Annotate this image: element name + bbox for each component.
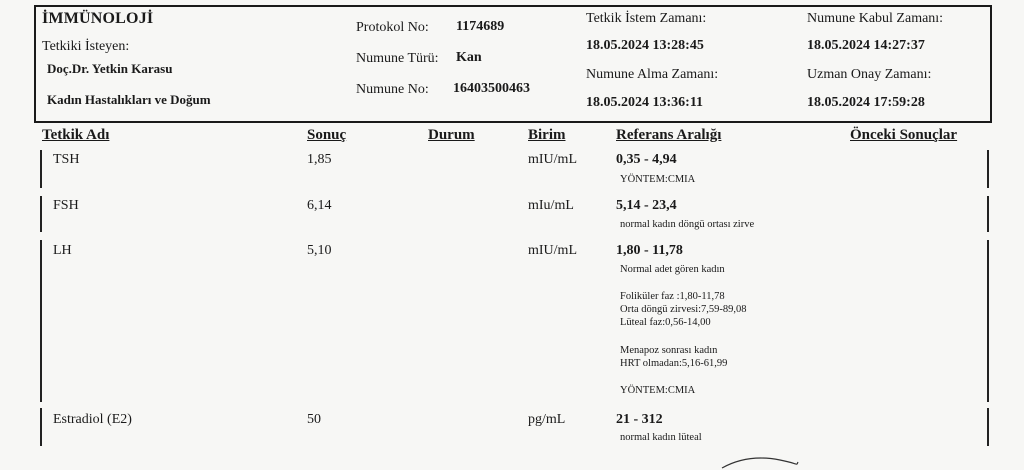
frame-right-border xyxy=(990,5,992,123)
requester-name: Doç.Dr. Yetkin Karasu xyxy=(47,61,173,76)
column-header-unit: Birim xyxy=(528,127,566,143)
row-right-rule xyxy=(987,150,989,188)
header-divider xyxy=(34,121,992,123)
signature-stroke xyxy=(720,452,800,470)
row-unit: mIU/mL xyxy=(528,243,577,258)
row-unit: mIu/mL xyxy=(528,198,574,213)
sample-type-label: Numune Türü: xyxy=(356,51,439,66)
row-right-rule xyxy=(987,240,989,402)
row-left-rule xyxy=(40,240,42,402)
row-result: 5,10 xyxy=(307,243,332,258)
row-note: YÖNTEM:CMIA xyxy=(620,385,696,396)
protocol-value: 1174689 xyxy=(456,19,505,34)
column-header-result: Sonuç xyxy=(307,127,347,143)
frame-left-border xyxy=(34,5,36,123)
row-note: YÖNTEM:CMIA xyxy=(620,174,696,185)
sample-no-value: 16403500463 xyxy=(453,81,530,96)
sample-no-label: Numune No: xyxy=(356,82,429,97)
column-header-previous: Önceki Sonuçlar xyxy=(850,127,958,143)
acceptance-time-value: 18.05.2024 14:27:37 xyxy=(807,38,925,53)
collection-time-value: 18.05.2024 13:36:11 xyxy=(586,95,704,110)
row-reference: 1,80 - 11,78 xyxy=(616,243,683,258)
frame-top-border xyxy=(34,5,992,7)
requester-label: Tetkiki İsteyen: xyxy=(42,39,130,54)
row-note: Menapoz sonrası kadın xyxy=(620,345,718,356)
row-test-name: LH xyxy=(53,243,72,258)
collection-time-label: Numune Alma Zamanı: xyxy=(586,67,719,82)
row-result: 50 xyxy=(307,412,321,427)
row-note: HRT olmadan:5,16-61,99 xyxy=(620,358,728,369)
row-result: 6,14 xyxy=(307,198,332,213)
row-test-name: TSH xyxy=(53,152,80,167)
approval-time-value: 18.05.2024 17:59:28 xyxy=(807,95,925,110)
column-header-reference: Referans Aralığı xyxy=(616,127,722,143)
requester-unit: Kadın Hastalıkları ve Doğum xyxy=(47,92,211,107)
row-right-rule xyxy=(987,408,989,446)
column-header-status: Durum xyxy=(428,127,475,143)
row-reference: 0,35 - 4,94 xyxy=(616,152,677,167)
approval-time-label: Uzman Onay Zamanı: xyxy=(807,67,932,82)
row-note: Foliküler faz :1,80-11,78 xyxy=(620,291,725,302)
row-reference: 5,14 - 23,4 xyxy=(616,198,677,213)
acceptance-time-label: Numune Kabul Zamanı: xyxy=(807,11,944,26)
row-right-rule xyxy=(987,196,989,232)
row-note: Normal adet gören kadın xyxy=(620,264,725,275)
sample-type-value: Kan xyxy=(456,50,482,65)
row-left-rule xyxy=(40,196,42,232)
row-left-rule xyxy=(40,408,42,446)
row-unit: pg/mL xyxy=(528,412,566,427)
row-test-name: Estradiol (E2) xyxy=(53,412,132,427)
row-note: normal kadın döngü ortası zirve xyxy=(620,219,755,230)
row-note: normal kadın lüteal xyxy=(620,432,702,443)
row-unit: mIU/mL xyxy=(528,152,577,167)
column-header-test-name: Tetkik Adı xyxy=(42,127,110,143)
row-reference: 21 - 312 xyxy=(616,412,663,427)
row-left-rule xyxy=(40,150,42,188)
row-test-name: FSH xyxy=(53,198,79,213)
row-note: Lüteal faz:0,56-14,00 xyxy=(620,317,711,328)
request-time-value: 18.05.2024 13:28:45 xyxy=(586,38,704,53)
request-time-label: Tetkik İstem Zamanı: xyxy=(586,11,707,26)
department-title: İMMÜNOLOJİ xyxy=(42,10,154,27)
row-note: Orta döngü zirvesi:7,59-89,08 xyxy=(620,304,747,315)
row-result: 1,85 xyxy=(307,152,332,167)
protocol-label: Protokol No: xyxy=(356,20,429,35)
